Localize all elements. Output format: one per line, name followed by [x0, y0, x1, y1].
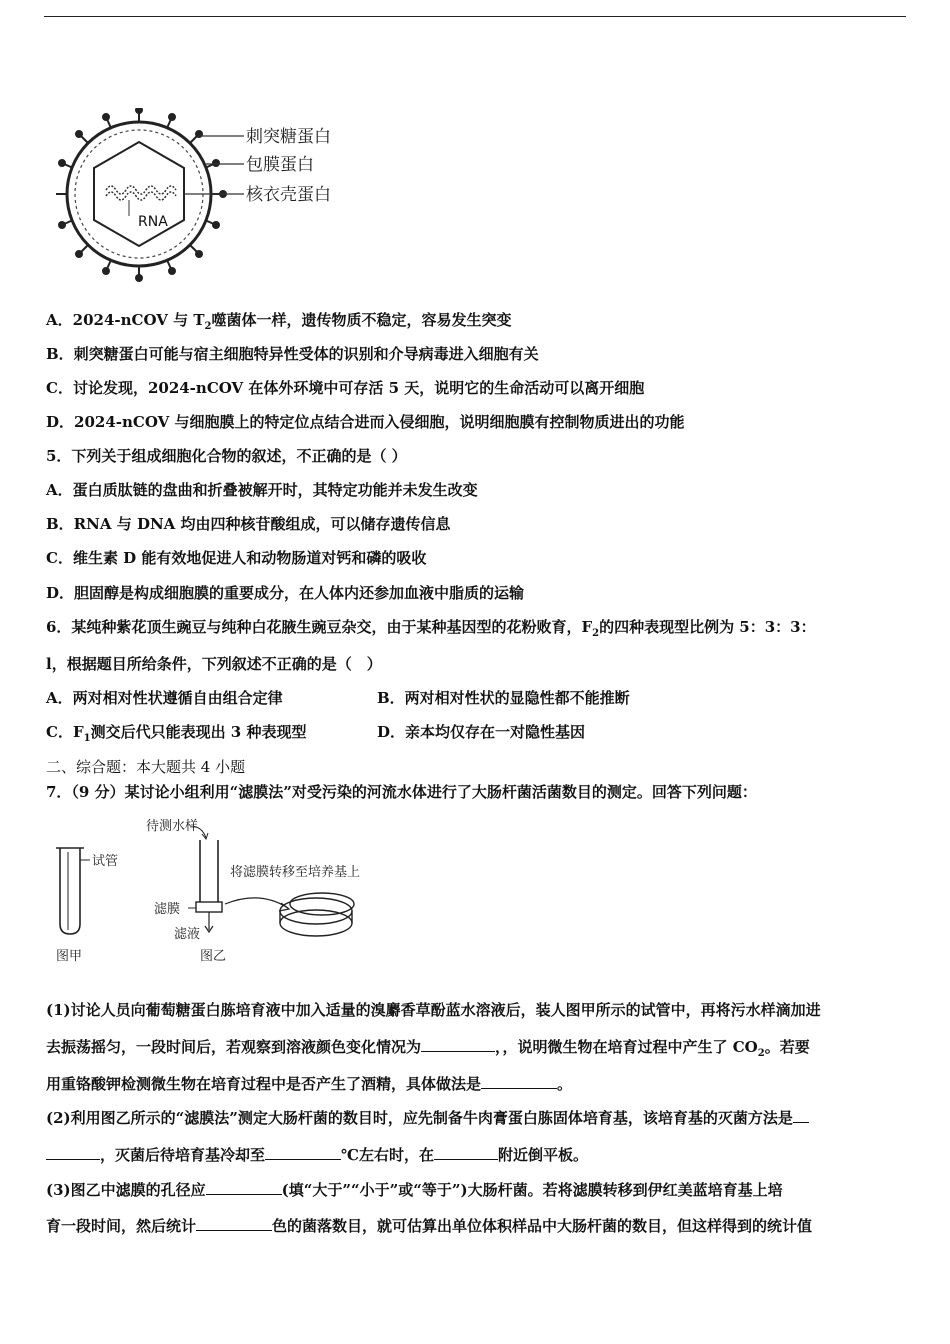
answer-blank-5[interactable] [434, 1145, 498, 1160]
q7-p3-line1: (3)图乙中滤膜的孔径应 (填“大于”“小于”或“等于”)大肠杆菌。若将滤膜转移到伊红美蓝培育基上培 [46, 1181, 783, 1199]
q6-option-d: D．亲本均仅存在一对隐性基因 [377, 723, 586, 741]
label-nucleocapsid-protein: 核衣壳蛋白 [246, 185, 331, 205]
answer-blank-6[interactable] [206, 1180, 282, 1195]
sample-label: 待测水样 [146, 819, 199, 834]
filtration-diagram [50, 812, 390, 970]
header-rule [44, 16, 906, 17]
label-spike-glycoprotein: 刺突糖蛋白 [246, 127, 331, 147]
q7-p1-line1: (1)讨论人员向葡萄糖蛋白胨培育液中加入适量的溴麝香草酚蓝水溶液后，装人图甲所示的试管中，再将污水样滴加进 [46, 1001, 821, 1019]
q7-stem: 7．（9 分）某讨论小组利用“滤膜法”对受污染的河流水体进行了大肠杆菌活菌数目的测定。回答下列问题： [46, 783, 757, 801]
virus-diagram [56, 108, 356, 283]
label-envelope-protein: 包膜蛋白 [246, 155, 314, 175]
q5-option-c: C．维生素 D 能有效地促进人和动物肠道对钙和磷的吸收 [46, 549, 427, 567]
q5-option-d: D．胆固醇是构成细胞膜的重要成分，在人体内还参加血液中脂质的运输 [46, 584, 525, 602]
rna-label: RNA [138, 214, 168, 230]
q5-stem: 5．下列关于组成细胞化合物的叙述，不正确的是（ ） [46, 447, 407, 465]
q6-stem-line1: 6．某纯种紫花顶生豌豆与纯种白花腋生豌豆杂交，由于某种基因型的花粉败育，$F_2$的四种表现型比例为 5：3：3： [46, 618, 816, 639]
fig-b-label: 图乙 [200, 949, 227, 964]
q4-option-a: A．2024-nCOV 与 $T_2$噬菌体一样，遗传物质不稳定，容易发生突变 [46, 311, 512, 332]
q7-p1-line2: 去振荡摇匀，一段时间后，若观察到溶液颜色变化情况为 ，，说明微生物在培育过程中产生了 $CO_2$。若要 [46, 1038, 810, 1059]
answer-blank-7[interactable] [196, 1216, 272, 1231]
fig-a-label: 图甲 [56, 949, 83, 964]
test-tube-icon [56, 848, 90, 934]
q6-option-c: C．$F_1$测交后代只能表现出 3 种表现型 [46, 723, 307, 744]
answer-blank-2[interactable] [481, 1074, 557, 1089]
filter-funnel [190, 826, 222, 932]
q6-option-a: A．两对相对性状遵循自由组合定律 [46, 689, 283, 707]
q4-option-b: B．刺突糖蛋白可能与宿主细胞特异性受体的识别和介导病毒进入细胞有关 [46, 345, 539, 363]
section-heading: 二、综合题：本大题共 4 小题 [46, 758, 246, 776]
answer-blank-4[interactable] [265, 1145, 341, 1160]
q5-option-a: A．蛋白质肽链的盘曲和折叠被解开时，其特定功能并未发生改变 [46, 481, 478, 499]
answer-blank-1[interactable] [421, 1037, 495, 1052]
q5-option-b: B．RNA 与 DNA 均由四种核苷酸组成，可以储存遗传信息 [46, 515, 451, 533]
q4-option-c: C．讨论发现，2024-nCOV 在体外环境中可存活 5 天，说明它的生命活动可以离开细胞 [46, 379, 645, 397]
q7-p2-line1: (2)利用图乙所示的“滤膜法”测定大肠杆菌的数目时，应先制备牛肉膏蛋白胨固体培育基，该培育基的灭菌方法是 [46, 1108, 809, 1128]
transfer-label: 将滤膜转移至培养基上 [230, 865, 361, 880]
answer-blank-3a[interactable] [793, 1108, 809, 1123]
petri-dish-icon [280, 893, 354, 936]
q7-p2-line2: ，灭菌后待培育基冷却至 ℃左右时，在 附近倒平板。 [46, 1145, 588, 1165]
q6-stem-line2: l，根据题目所给条件，下列叙述不正确的是（ ） [46, 655, 382, 673]
filtrate-label: 滤液 [174, 927, 201, 942]
answer-blank-3b[interactable] [46, 1145, 100, 1160]
q4-option-d: D．2024-nCOV 与细胞膜上的特定位点结合进而入侵细胞，说明细胞膜有控制物质进出的功能 [46, 413, 685, 431]
q6-option-b: B．两对相对性状的显隐性都不能推断 [377, 689, 630, 707]
q7-p3-line2: 育一段时间，然后统计 色的菌落数目，就可估算出单位体积样品中大肠杆菌的数目，但这样得到的统计值 [46, 1217, 813, 1235]
q7-p1-line3: 用重铬酸钾检测微生物在培育过程中是否产生了酒精，具体做法是 。 [46, 1075, 573, 1093]
test-tube-label: 试管 [92, 854, 119, 869]
membrane-label: 滤膜 [154, 902, 181, 917]
